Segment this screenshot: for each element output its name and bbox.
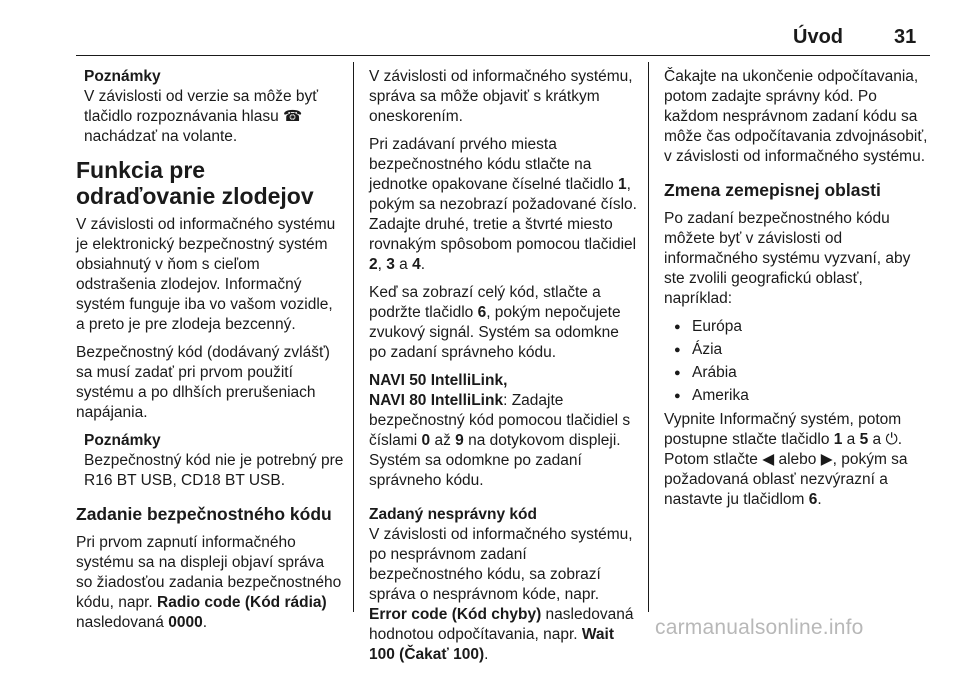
list-item: ● Amerika xyxy=(664,386,932,406)
column-2 xyxy=(369,67,637,673)
paragraph: Bezpečnostný kód (dodávaný zvlášť) sa musí zadať pri prvom použití systému a po dlhších prerušeniach napájania. xyxy=(76,344,330,421)
header-divider xyxy=(76,55,930,56)
list-item: ● Ázia xyxy=(664,340,932,360)
subheading-enter-code: Zadanie bezpečnostného kódu xyxy=(76,504,332,524)
note-voice-button xyxy=(76,67,344,147)
paragraph: Po zadaní bezpečnostného kódu môžete byť v závislosti od informačného systému vyzvaní, aby ste zvolili geografickú oblasť, napríklad: xyxy=(664,210,911,307)
column-divider-1 xyxy=(353,62,354,612)
paragraph: V závislosti od informačného systému, správa sa môže objaviť s krátkym oneskorením. xyxy=(369,68,633,125)
note-text: Bezpečnostný kód nie je potrebný pre R16 BT USB, CD18 BT USB. xyxy=(84,452,344,489)
column-3 xyxy=(664,67,932,518)
list-item: ● Arábia xyxy=(664,363,932,383)
paragraph: V závislosti od informačného systému, po nesprávnom zadaní bezpečnostného kódu, sa zobrazí správa o nesprávnom kóde, napr. Error code (Kód chyby) nasledovaná hodnotou odpočítavania, napr. Wait 100 (Čakať 100). xyxy=(369,526,634,663)
paragraph: Keď sa zobrazí celý kód, stlačte a podržte tlačidlo 6, pokým nepočujete zvukový signál. Systém sa odomkne po zadaní správneho kódu. xyxy=(369,284,621,361)
watermark: carmanualsonline.info xyxy=(655,616,864,639)
note-title: Poznámky xyxy=(84,432,161,449)
column-1 xyxy=(76,67,344,641)
section-heading-anti-theft: Funkcia pre odraďovanie zlodejov xyxy=(76,157,314,209)
paragraph: Čakajte na ukončenie odpočítavania, potom zadajte správny kód. Po každom nesprávnom zadaní kódu sa môže čas odpočítavania zdvojnásobiť, v závislosti od informačného systému. xyxy=(664,68,928,165)
column-divider-2 xyxy=(648,62,649,612)
region-list xyxy=(664,317,932,406)
note-code-not-required xyxy=(76,431,344,491)
paragraph: Vypnite Informačný systém, potom postupne stlačte tlačidlo 1 a 5 a ⏻. Potom stlačte ◀ alebo ▶, pokým sa požadovaná oblasť nezvýrazní a nastavte ju tlačidlom 6. xyxy=(664,411,908,508)
note-text: V závislosti od verzie sa môže byť tlačidlo rozpoznávania hlasu ☎ nachádzať na volante. xyxy=(84,88,319,145)
page-header-title: Úvod xyxy=(793,26,843,48)
paragraph: V závislosti od informačného systému je elektronický bezpečnostný systém obsiahnutý v ňom s cieľom odstrašenia zlodejov. Informačný systém funguje iba vo vašom vozidle, a preto je pre zlodeja bezcenný. xyxy=(76,216,336,333)
page-number: 31 xyxy=(894,26,917,48)
paragraph: Pri zadávaní prvého miesta bezpečnostného kódu stlačte na jednotke opakovane číselné tlačidlo 1, pokým sa nezobrazí požadované číslo. Zadajte druhé, tretie a štvrté miesto rovnakým spôsobom pomocou tlačidiel 2, 3 a 4. xyxy=(369,136,637,273)
power-icon: ⏻ xyxy=(885,431,898,448)
subheading-wrong-code: Zadaný nesprávny kód xyxy=(369,506,537,523)
paragraph: NAVI 50 IntelliLink, NAVI 80 IntelliLink: Zadajte bezpečnostný kód pomocou tlačidiel s číslami 0 až 9 na dotykovom displeji. Systém sa odomkne po zadaní správneho kódu. xyxy=(369,372,631,489)
arrow-right-icon: ▶ xyxy=(820,451,833,468)
arrow-left-icon: ◀ xyxy=(762,451,775,468)
subheading-change-region: Zmena zemepisnej oblasti xyxy=(664,180,881,200)
list-item: ● Európa xyxy=(664,317,932,337)
note-title: Poznámky xyxy=(84,68,161,85)
paragraph: Pri prvom zapnutí informačného systému sa na displeji objaví správa so žiadosťou zadania bezpečnostného kódu, napr. Radio code (Kód rádia) nasledovaná 0000. xyxy=(76,534,342,631)
